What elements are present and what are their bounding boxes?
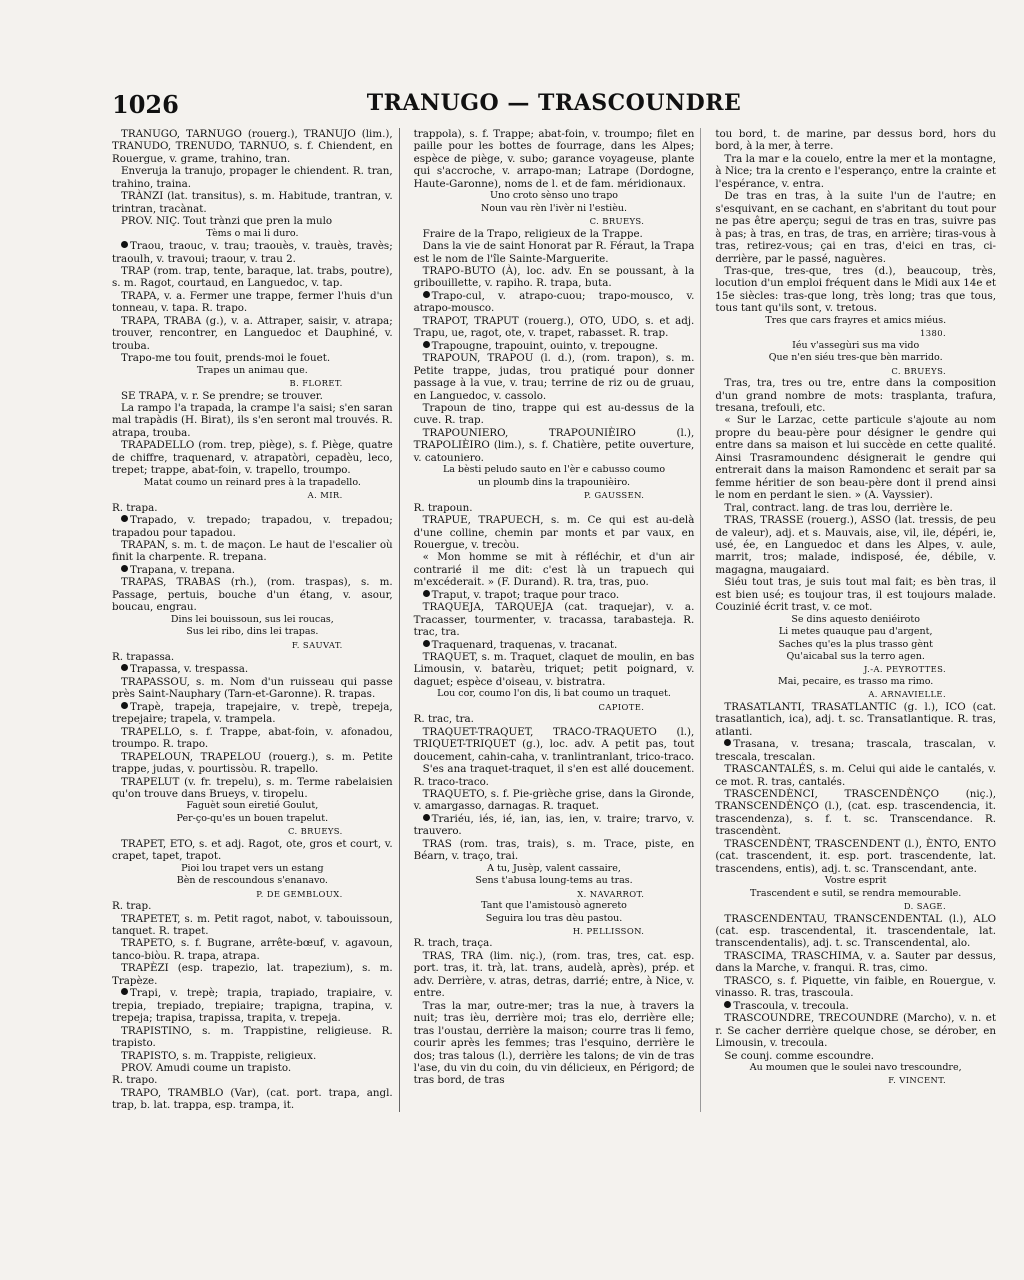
entry-text: TRAPET, ETO, s. et adj. Ragot, ote, gros et court, v. crapet, tapet, trapot. <box>112 837 393 863</box>
entry-text: Trapi, v. trepè; trapia, trapiado, trapiaire, v. trepia, trepiado, trepiaire; trapigna, trapina, v. trepeja; trapisa, trapissa, trapita, v. trepeja. <box>112 987 393 1025</box>
bullet-icon <box>423 640 430 647</box>
dictionary-entry <box>414 315 695 340</box>
entry-text: P. DE GEMBLOUX. <box>256 888 343 899</box>
entry-text: TRANUGO, TARNUGO (rouerg.), TRANUJO (lim.), TRANUDO, TRENUDO, TARNUO, s. f. Chiendent, en Rouergue, v. grame, trahino, tran. <box>112 128 393 165</box>
dictionary-entry <box>414 290 695 315</box>
quotation-line <box>414 913 695 925</box>
entry-text: Traquenard, traquenas, v. tracanat. <box>431 638 618 651</box>
entry-text: Seguira lou tras dèu pastou. <box>485 912 623 924</box>
entry-text: Sus lei ribo, dins lei trapas. <box>186 626 319 638</box>
entry-text: Li metes quauque pau d'argent, <box>778 626 933 638</box>
entry-text: Saches qu'es la plus trasso gènt <box>778 638 933 650</box>
quotation-author <box>112 489 393 501</box>
entry-text: « Sur le Larzac, cette particule s'ajoute au nom propre du beau-père pour désigner le gendre qui entre dans sa maison et lui succède en cette qualité. Ainsi Trasramoundenc désignerait le gendre qui entrerait dans la maison Ramondenc et serait par sa femme héritier de son beau-père dont il prend ainsi le nom en perdant le sien. » (A. Vayssier). <box>715 414 997 502</box>
dictionary-entry <box>715 377 996 414</box>
dictionary-entry <box>715 701 996 738</box>
dictionary-entry <box>715 975 996 1000</box>
dictionary-entry <box>715 128 996 153</box>
quotation-author <box>715 365 996 377</box>
entry-text: Tant que l'amistousò agnereto <box>481 900 627 912</box>
dictionary-entry <box>715 576 996 613</box>
quotation-line <box>414 477 695 489</box>
columns <box>112 128 996 1112</box>
entry-text: TRAPELLO, s. f. Trappe, abat-foin, v. afonadou, troumpo. R. trapo. <box>112 725 393 751</box>
entry-text: La rampo l'a trapada, la crampe l'a saisi; s'en saran mal trapàdis (H. Birat), ils s'en seront mal trouvés. R. atrapa, trouba. <box>112 401 393 439</box>
entry-text: TRASCENDENTAU, TRANSCENDENTAL (l.), ALO (cat. esp. trascendental, it. trascendentale, lat. transcendentalis), adj. t. sc. Transcendental, alo. <box>715 912 997 950</box>
entry-text: TRAPISTINO, s. m. Trappistine, religieuse. R. trapisto. <box>112 1024 393 1050</box>
dictionary-entry <box>112 315 393 352</box>
dictionary-entry <box>112 215 393 227</box>
entry-text: Au moumen que le soulei navo trescoundre, <box>749 1061 962 1073</box>
dictionary-entry <box>112 290 393 315</box>
column-middle <box>414 128 702 1112</box>
quotation-line <box>414 863 695 875</box>
quotation-author <box>414 888 695 900</box>
dictionary-entry <box>112 190 393 215</box>
quotation-line <box>112 228 393 240</box>
column-left <box>112 128 400 1112</box>
entry-text: TRAPELUT (v. fr. trepelu), s. m. Terme rabelaisien qu'on trouve dans Brueys, v. tiropelu. <box>112 775 393 801</box>
dictionary-entry <box>112 265 393 290</box>
entry-text: TRAPETET, s. m. Petit ragot, nabot, v. tabouissoun, tanquet. R. trapet. <box>112 912 393 937</box>
quotation-author <box>414 215 695 227</box>
entry-text: R. trapo. <box>112 1074 158 1087</box>
entry-text: TRAS (rom. tras, trais), s. m. Trace, piste, en Béarn, v. traço, trai. <box>413 837 695 863</box>
entry-text: TRASATLANTI, TRASATLANTIC (g. l.), ICO (cat. trasatlantich, ica), adj. t. sc. Transatlantique. R. tras, atlanti. <box>715 700 997 738</box>
quotation-line <box>414 875 695 887</box>
entry-text: Siéu tout tras, je suis tout mal fait; es bèn tras, il est bien usé; es toujour tras, il est toujours malade. Couzinié écrit trast, v. ce mot. <box>715 576 997 614</box>
entry-text: 1380. <box>920 328 947 339</box>
entry-text: Dans la vie de saint Honorat par R. Féraut, la Trapa est le nom de l'île Sainte-Marguerite. <box>413 240 695 265</box>
entry-text: Que n'en siéu tres-que bèn marrido. <box>768 352 943 364</box>
entry-text: Uno croto sènso uno trapo <box>489 190 619 202</box>
entry-text: tou bord, t. de marine, par dessus bord, hors du bord, à la mer, à terre. <box>715 128 997 153</box>
dictionary-entry <box>112 539 393 564</box>
entry-text: R. trapoun. <box>413 501 473 514</box>
dictionary-entry <box>715 153 996 190</box>
entry-text: « Mon homme se mit à réfléchir, et d'un air contrarié il me dit: c'est là un trapuech qui m'excéderait. » (F. Durand). R. tra, tras, puo. <box>413 551 695 589</box>
quotation-author <box>414 489 695 501</box>
quotation-line <box>112 875 393 887</box>
quotation-line <box>112 365 393 377</box>
dictionary-entry <box>715 838 996 875</box>
dictionary-entry <box>715 788 996 838</box>
dictionary-entry <box>112 240 393 265</box>
entry-text: R. trapa. <box>112 501 158 514</box>
entry-text: Enveruja la tranujo, propager le chiendent. R. tran, trahino, traina. <box>112 165 393 190</box>
dictionary-entry <box>112 913 393 938</box>
entry-text: Tras, tra, tres ou tre, entre dans la composition d'un grand nombre de mots: trasplanta, trafura, tresana, trefouli, etc. <box>715 377 997 414</box>
dictionary-entry <box>715 763 996 788</box>
dictionary-entry <box>112 1050 393 1062</box>
dictionary-entry <box>715 502 996 514</box>
bullet-icon <box>423 291 430 298</box>
entry-text: Pioi lou trapet vers un estang <box>181 862 324 874</box>
entry-text: SE TRAPA, v. r. Se prendre; se trouver. <box>121 389 323 402</box>
dictionary-entry <box>715 913 996 950</box>
entry-text: TRAPAS, TRABAS (rh.), (rom. traspas), s. m. Passage, pertuis, bouche d'un étang, v. asour, boucau, engrau. <box>112 576 393 614</box>
dictionary-entry <box>112 439 393 476</box>
entry-text: TRAQUET-TRAQUET, TRACO-TRAQUETO (l.), TRIQUET-TRIQUET (g.), loc. adv. A petit pas, tout doucement, cahin-caha, v. tranlintranlant, trico-traco. <box>413 725 695 763</box>
entry-text: TRAQUETO, s. f. Pie-grièche grise, dans la Gironde, v. amargasso, darnagas. R. traquet. <box>413 788 695 813</box>
quotation-line <box>414 900 695 912</box>
entry-text: F. VINCENT. <box>888 1075 947 1086</box>
dictionary-entry <box>112 663 393 675</box>
dictionary-entry <box>715 738 996 763</box>
entry-text: Trascendent e sutil, se rendra memourable. <box>750 887 962 899</box>
dictionary-entry <box>112 962 393 987</box>
bullet-icon <box>121 241 128 248</box>
dictionary-entry <box>112 514 393 539</box>
entry-text: C. BRUEYS. <box>589 216 645 227</box>
dictionary-entry <box>414 838 695 863</box>
bullet-icon <box>423 341 430 348</box>
dictionary-entry <box>112 651 393 663</box>
entry-text: Trapougne, trapouint, ouinto, v. trepougne. <box>431 339 659 352</box>
entry-text: X. NAVARROT. <box>577 888 645 899</box>
quotation-line <box>715 875 996 887</box>
dictionary-entry <box>414 265 695 290</box>
dictionary-entry <box>414 813 695 838</box>
entry-text: Dins lei bouissoun, sus lei roucas, <box>170 613 334 625</box>
dictionary-entry <box>715 514 996 576</box>
bullet-icon <box>121 988 128 995</box>
dictionary-entry <box>414 763 695 788</box>
dictionary-entry <box>414 228 695 240</box>
entry-text: La bèsti peludo sauto en l'èr e cabusso coumo <box>442 464 666 476</box>
entry-text: R. trach, traça. <box>413 937 493 950</box>
entry-text: Se dins aquesto deniéiroto <box>791 613 920 625</box>
dictionary-entry <box>112 1087 393 1112</box>
dictionary-entry <box>112 838 393 863</box>
quotation-author <box>715 900 996 912</box>
bullet-icon <box>724 1001 731 1008</box>
dictionary-entry <box>112 390 393 402</box>
quotation-author <box>414 701 695 713</box>
entry-text: Qu'aicabal sus la terro agen. <box>786 651 925 663</box>
entry-text: J.-A. PEYROTTES. <box>864 664 947 675</box>
bullet-icon <box>724 739 731 746</box>
dictionary-entry <box>112 751 393 776</box>
entry-text: Trapo-cul, v. atrapo-cuou; trapo-mousco, v. atrapo-mousco. <box>413 289 695 315</box>
quotation-author <box>112 639 393 651</box>
dictionary-entry <box>414 713 695 725</box>
entry-text: Mai, pecaire, es trasso ma rimo. <box>778 675 934 687</box>
entry-text: TRÀNZI (lat. transitus), s. m. Habitude, trantran, v. trintran, tracànat. <box>112 190 393 215</box>
dictionary-entry <box>112 1074 393 1086</box>
dictionary-entry <box>414 340 695 352</box>
entry-text: P. GAUSSEN. <box>583 490 645 501</box>
dictionary-entry <box>112 352 393 364</box>
entry-text: B. FLORET. <box>289 378 343 389</box>
dictionary-entry <box>414 514 695 551</box>
quotation-line <box>715 676 996 688</box>
quotation-author <box>414 925 695 937</box>
entry-text: PROV. Amudi coume un trapisto. <box>121 1061 292 1074</box>
page-header <box>112 90 996 120</box>
entry-text: Trapes un animau que. <box>196 364 308 376</box>
entry-text: R. trap. <box>112 900 152 913</box>
entry-text: Trasana, v. tresana; trascala, trascalan, v. trescala, trescalan. <box>715 738 997 763</box>
dictionary-entry <box>414 352 695 402</box>
dictionary-entry <box>112 165 393 190</box>
dictionary-entry <box>715 414 996 501</box>
entry-text: TRAPOUNIERO, TRAPOUNIÈIRO (l.), TRAPOLIÈIRO (lim.), s. f. Chatière, petite ouverture, v. catouniero. <box>413 426 695 464</box>
quotation-line <box>715 614 996 626</box>
dictionary-entry <box>414 402 695 427</box>
entry-text: Trapana, v. trepana. <box>130 563 236 576</box>
dictionary-entry <box>715 190 996 265</box>
entry-text: Faguèt soun eiretié Goulut, <box>186 800 319 812</box>
entry-text: Traput, v. trapot; traque pour traco. <box>431 588 620 601</box>
bullet-icon <box>423 590 430 597</box>
quotation-line <box>715 352 996 364</box>
dictionary-entry <box>414 551 695 588</box>
dictionary-entry <box>112 1062 393 1074</box>
entry-text: Se counj. comme escoundre. <box>724 1049 875 1062</box>
quotation-line <box>414 203 695 215</box>
entry-text: TRAPAN, s. m. t. de maçon. Le haut de l'escalier où finit la charpente. R. trepana. <box>112 538 393 564</box>
dictionary-entry <box>414 639 695 651</box>
entry-text: TRAS, TRA (lim. niç.), (rom. tras, tres, cat. esp. port. tras, it. trà, lat. trans, audelà, après), prép. et adv. Derrière, v. atras, detras, darrié; entre, à Nice, v. entre. <box>413 949 695 1000</box>
dictionary-entry <box>112 701 393 726</box>
entry-text: TRAPADELLO (rom. trep, piège), s. f. Piège, quatre de chiffre, traquenard, v. atrapatòri, cepadèu, leco, trepet; trappe, abat-foin, v. trapello, troumpo. <box>112 439 393 477</box>
quotation-line <box>715 639 996 651</box>
dictionary-entry <box>715 1012 996 1049</box>
bullet-icon <box>121 515 128 522</box>
dictionary-entry <box>414 937 695 949</box>
dictionary-entry <box>414 427 695 464</box>
quotation-line <box>112 800 393 812</box>
bullet-icon <box>423 814 430 821</box>
entry-text: TRAPISTO, s. m. Trappiste, religieux. <box>121 1049 317 1062</box>
entry-text: Tèms o mai li duro. <box>206 227 299 239</box>
entry-text: Trapo-me tou fouit, prends-moi le fouet. <box>121 352 331 365</box>
dictionary-entry <box>414 726 695 763</box>
entry-text: TRAPASSOU, s. m. Nom d'un ruisseau qui passe près Saint-Nauphary (Tarn-et-Garonne). R. trapas. <box>112 675 393 701</box>
dictionary-entry <box>715 950 996 975</box>
quotation-line <box>715 1062 996 1074</box>
entry-text: TRAPETO, s. f. Bugrane, arrête-bœuf, v. agavoun, tanco-biòu. R. trapa, atrapa. <box>112 937 393 962</box>
dictionary-entry <box>414 502 695 514</box>
entry-text: TRAQUET, s. m. Traquet, claquet de moulin, en bas Limousin, v. batarèu, triquet; petit poignard, v. daguet; espèce d'oiseau, v. bistratra. <box>413 651 695 688</box>
quotation-line <box>715 651 996 663</box>
entry-text: TRAP (rom. trap, tente, baraque, lat. trabs, poutre), s. m. Ragot, courtaud, en Languedoc, v. tap. <box>112 264 393 290</box>
dictionary-entry <box>414 128 695 190</box>
dictionary-entry <box>112 726 393 751</box>
quotation-line <box>112 626 393 638</box>
dictionary-entry <box>414 788 695 813</box>
entry-text: CAPIOTE. <box>598 701 645 712</box>
quotation-line <box>112 614 393 626</box>
entry-text: Per-ço-qu'es un bouen trapelut. <box>176 812 329 824</box>
entry-text: Trapoun de tino, trappe qui est au-dessus de la cuve. R. trap. <box>413 401 695 427</box>
entry-text: TRAPELOUN, TRAPELOU (rouerg.), s. m. Petite trappe, judas, v. pourtissòu. R. trapello. <box>112 750 393 776</box>
entry-text: TRASCENDÈNCI, TRASCENDÈNÇO (niç.), TRANSCENDÈNÇO (l.), (cat. esp. trascendencia, it. trascendenza), s. f. t. sc. Transcendance. R. trascendènt. <box>715 788 997 838</box>
dictionary-entry <box>414 589 695 601</box>
entry-text: TRASCIMA, TRASCHIMA, v. a. Sauter par dessus, dans la Marche, v. franqui. R. tras, cimo. <box>715 949 997 975</box>
bullet-icon <box>121 702 128 709</box>
entry-text: Tral, contract. lang. de tras lou, derrière le. <box>724 501 953 514</box>
entry-text: Tras-que, tres-que, tres (d.), beaucoup, très, locution d'un emploi fréquent dans le Midi aux 14e et 15e siècles: tras-que long, très long; tras que tous, tous tant qu'ils sont, v. tretous. <box>715 264 997 315</box>
dictionary-entry <box>112 576 393 613</box>
entry-text: Traou, traouc, v. trau; traouès, v. trauès, travès; traoulh, v. travoui; traour, v. trau 2. <box>112 240 393 265</box>
dictionary-entry <box>112 987 393 1024</box>
entry-text: Trapassa, v. trespassa. <box>130 663 249 676</box>
entry-text: H. PELLISSON. <box>572 926 645 936</box>
entry-text: Noun vau rèn l'ivèr ni l'estièu. <box>481 202 627 214</box>
quotation-line <box>715 888 996 900</box>
entry-text: PROV. NIÇ. Tout trànzi que pren la mulo <box>121 215 333 228</box>
quotation-author <box>715 327 996 339</box>
quotation-line <box>414 464 695 476</box>
entry-text: Tres que cars frayres et amics miéus. <box>765 314 947 326</box>
entry-text: TRAQUEJA, TARQUEJA (cat. traquejar), v. a. Tracasser, tourmenter, v. tracassa, tarabasteja. R. trac, tra. <box>413 601 695 639</box>
entry-text: F. SAUVAT. <box>291 639 343 650</box>
entry-text: Tra la mar e la couelo, entre la mer et la montagne, à Nice; tra la crento e l'esperanço, entre la crainte et l'espérance, v. entra. <box>715 152 997 190</box>
bullet-icon <box>121 565 128 572</box>
entry-text: R. trapassa. <box>112 651 175 664</box>
entry-text: TRASCOUNDRE, TRECOUNDRE (Marcho), v. n. et r. Se cacher derrière quelque chose, se dérober, en Limousin, v. trecoula. <box>715 1012 997 1050</box>
quotation-line <box>715 626 996 638</box>
entry-text: TRAPUE, TRAPUECH, s. m. Ce qui est au-delà d'une colline, chemin par monts et par vaux, en Rouergue, v. trecòu. <box>413 514 695 551</box>
entry-text: A. ARNAVIELLE. <box>868 689 947 700</box>
quotation-author <box>715 663 996 675</box>
dictionary-entry <box>112 676 393 701</box>
dictionary-entry <box>414 601 695 638</box>
entry-text: TRAPÈZI (esp. trapezio, lat. trapezium), s. m. Trapèze. <box>112 962 393 987</box>
entry-text: A. MIR. <box>307 490 343 501</box>
column-right <box>715 128 996 1112</box>
quotation-line <box>414 688 695 700</box>
entry-text: S'es ana traquet-traquet, il s'en est allé doucement. R. traco-traco. <box>413 763 695 788</box>
entry-text: Bèn de rescoundous s'enanavo. <box>176 875 328 887</box>
quotation-author <box>112 825 393 837</box>
entry-text: Fraire de la Trapo, religieux de la Trappe. <box>422 227 643 240</box>
entry-text: TRASCENDÈNT, TRASCENDENT (l.), ÈNTO, ENTO (cat. trascendent, it. esp. port. trascendente, lat. trascendens, entis), adj. t. sc. Transcendant, ante. <box>715 837 997 875</box>
entry-text: Matat coumo un reinard pres à la trapadello. <box>143 476 361 488</box>
dictionary-entry <box>715 1000 996 1012</box>
entry-text: Trapado, v. trepado; trapadou, v. trepadou; trapadou pour tapadou. <box>112 514 393 539</box>
entry-text: Trariéu, iés, ié, ian, ias, ien, v. traire; trarvo, v. trauvero. <box>413 812 695 838</box>
dictionary-entry <box>112 564 393 576</box>
dictionary-entry <box>715 265 996 315</box>
entry-text: TRAPO, TRAMBLO (Var), (cat. port. trapa, angl. trap, b. lat. trappa, esp. trampa, it. <box>112 1086 393 1112</box>
entry-text: TRAS, TRASSE (rouerg.), ASSO (lat. tressis, de peu de valeur), adj. et s. Mauvais, aise, vil, ile, dépéri, ie, usé, ée, en Languedoc et dans les Alpes, v. aule, marrit, tros; malade, indisposé, ée, débile, v. magagna, maugaiard. <box>715 514 997 576</box>
entry-text: Vostre esprit <box>824 875 887 887</box>
entry-text: trappola), s. f. Trappe; abat-foin, v. troumpo; filet en paille pour les bottes de fourrage, dans les Alpes; espèce de piège, v. subo; garance voyageuse, plante qui s'accroche, v. arrapo-man; Latrape (Dordogne, Haute-Garonne), noms de l. et de fam. méridionaux. <box>413 128 695 190</box>
quotation-line <box>112 477 393 489</box>
entry-text: TRAPA, v. a. Fermer une trappe, fermer l'huis d'un tonneau, v. tapa. R. trapo. <box>112 289 393 315</box>
dictionary-entry <box>112 900 393 912</box>
entry-text: R. trac, tra. <box>413 713 474 726</box>
dictionary-entry <box>112 776 393 801</box>
entry-text: A tu, Jusèp, valent cassaire, <box>487 862 621 874</box>
dictionary-entry <box>112 402 393 439</box>
entry-text: TRAPO-BUTO (À), loc. adv. En se poussant, à la gribouillette, v. rapiho. R. trapa, buta. <box>413 264 695 290</box>
quotation-author <box>112 888 393 900</box>
entry-text: TRASCANTALÉS, s. m. Celui qui aide le cantalés, v. ce mot. R. tras, cantalés. <box>715 763 997 788</box>
entry-text: TRAPOUN, TRAPOU (l. d.), (rom. trapon), s. m. Petite trappe, judas, trou pratiqué pour donner passage à la vue, v. trau; terrine de riz ou de gruau, en Languedoc, v. cassolo. <box>413 352 695 402</box>
entry-text: C. BRUEYS. <box>891 365 947 376</box>
dictionary-entry <box>414 240 695 265</box>
entry-text: Lou cor, coumo l'on dis, li bat coumo un traquet. <box>437 688 671 700</box>
quotation-line <box>112 813 393 825</box>
quotation-line <box>414 190 695 202</box>
dictionary-entry <box>112 937 393 962</box>
entry-text: Trapè, trapeja, trapejaire, v. trepè, trepeja, trepejaire; trapela, v. trampela. <box>112 700 393 726</box>
entry-text: Iéu v'assegùri sus ma vido <box>792 339 920 351</box>
entry-text: TRAPOT, TRAPUT (rouerg.), OTO, UDO, s. et adj. Trapu, ue, ragot, ote, v. trapet, rabasset. R. trap. <box>413 314 695 340</box>
dictionary-entry <box>112 128 393 165</box>
entry-text: De tras en tras, à la suite l'un de l'autre; en s'esquivant, en se cachant, en s'abritant du tout pour ne pas être aperçu; segui de tras en tras, suivre pas à pas; à tras, en tras, de tras, en arrière; tiras-vous à tras, retirez-vous; çai en tras, d'eici en tras, ci-derrière, par le passé, naguères. <box>715 190 997 265</box>
quotation-author <box>715 688 996 700</box>
dictionary-entry <box>414 651 695 688</box>
entry-text: Tras la mar, outre-mer; tras la nue, à travers la nuit; tras ièu, derrière moi; tras elo, derrière elle; tras l'oustau, derrière la maison; courre tras li femo, courir après les femmes; tras l'esquino, derrière le dos; tras talous (l.), derrière les talons; de vin de tras l'ase, du vin du coin, du vin délicieux, en Périgord; de tras bord, de tras <box>413 999 695 1087</box>
quotation-line <box>715 340 996 352</box>
entry-text: Sens t'abusa loung-tems au tras. <box>475 875 633 887</box>
dictionary-entry <box>715 1050 996 1062</box>
entry-text: TRAPA, TRABA (g.), v. a. Attraper, saisir, v. atrapa; trouver, rencontrer, en Languedoc et Dauphiné, v. trouba. <box>112 314 393 352</box>
page-number: 1026 <box>112 90 179 119</box>
quotation-line <box>112 863 393 875</box>
entry-text: Trascoula, v. trecoula. <box>733 999 849 1012</box>
entry-text: TRASCO, s. f. Piquette, vin faible, en Rouergue, v. vinasso. R. tras, trascoula. <box>715 974 997 1000</box>
quotation-line <box>715 315 996 327</box>
bullet-icon <box>121 664 128 671</box>
dictionary-entry <box>112 502 393 514</box>
quotation-author <box>112 377 393 389</box>
quotation-author <box>715 1074 996 1086</box>
running-title: TRANUGO — TRASCOUNDRE <box>366 90 742 116</box>
dictionary-entry <box>414 950 695 1000</box>
dictionary-entry <box>414 1000 695 1087</box>
entry-text: D. SAGE. <box>903 901 947 912</box>
entry-text: C. BRUEYS. <box>287 826 343 837</box>
entry-text: un ploumb dins la trapounièiro. <box>477 476 631 488</box>
dictionary-entry <box>112 1025 393 1050</box>
